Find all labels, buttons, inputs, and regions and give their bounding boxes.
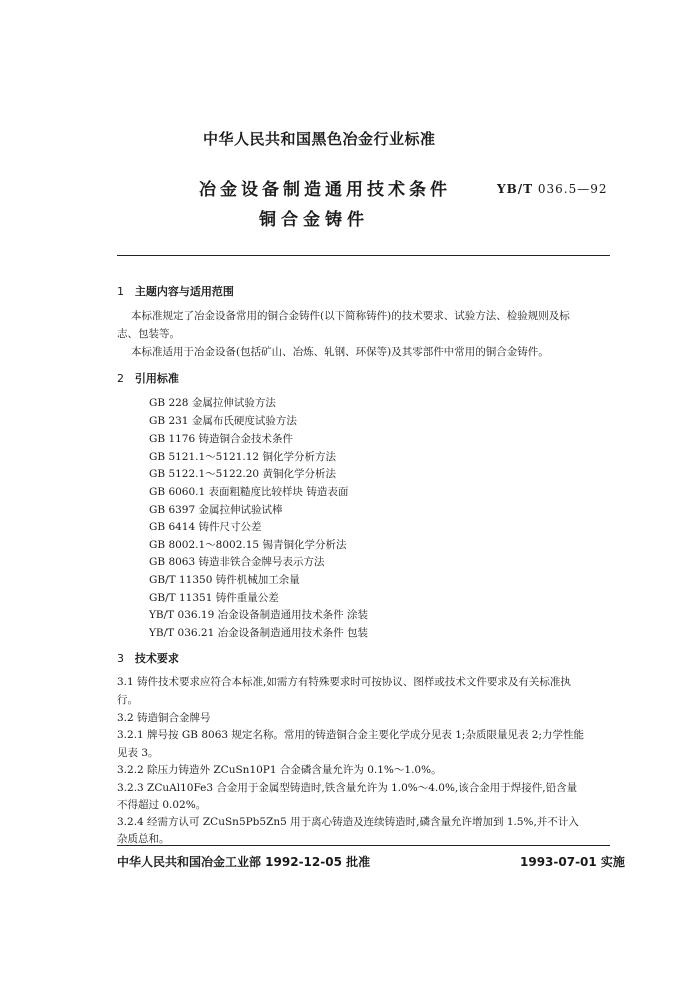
issuing-organization: 中华人民共和国黑色冶金行业标准 bbox=[203, 130, 436, 148]
section-1-para-1-line-2: 志、包装等。 bbox=[117, 328, 180, 340]
clause-3-1-line-2: 行。 bbox=[117, 694, 138, 706]
footer-divider bbox=[117, 845, 610, 846]
reference-item: GB 231 金属布氏硬度试验方法 bbox=[149, 415, 297, 427]
reference-item: GB 6397 金属拉伸试验试棒 bbox=[149, 504, 283, 516]
section-2-title: 引用标准 bbox=[134, 372, 179, 385]
section-1-heading bbox=[117, 283, 234, 299]
document-subtitle: 铜合金铸件 bbox=[259, 210, 369, 230]
reference-item: GB 1176 铸造铜合金技术条件 bbox=[149, 433, 294, 445]
reference-item: GB 6060.1 表面粗糙度比较样块 铸造表面 bbox=[149, 486, 349, 498]
section-1-title: 主题内容与适用范围 bbox=[134, 285, 234, 298]
reference-item: GB/T 11351 铸件重量公差 bbox=[149, 592, 279, 604]
reference-item: GB 8002.1～8002.15 锡青铜化学分析法 bbox=[149, 539, 347, 551]
section-1-number: 1 bbox=[117, 285, 124, 298]
clause-3-2-1-line-1: 3.2.1 牌号按 GB 8063 规定名称。常用的铸造铜合金主要化学成分见表 1;杂质限量见表 2;力学性能 bbox=[117, 729, 585, 741]
reference-item: YB/T 036.19 冶金设备制造通用技术条件 涂装 bbox=[149, 609, 368, 621]
standard-number bbox=[497, 182, 607, 196]
clause-3-2-3-line-2: 不得超过 0.02%。 bbox=[117, 799, 207, 811]
clause-3-1-line-1: 3.1 铸件技术要求应符合本标准,如需方有特殊要求时可按协议、图样或技术文件要求及有关标准执 bbox=[117, 676, 571, 688]
reference-item: GB 5122.1～5122.20 黄铜化学分析法 bbox=[149, 468, 336, 480]
clause-3-2: 3.2 铸造铜合金牌号 bbox=[117, 712, 211, 724]
section-2-heading bbox=[117, 370, 179, 386]
reference-item: GB 8063 铸造非铁合金牌号表示方法 bbox=[149, 556, 325, 568]
reference-item: GB 228 金属拉伸试验方法 bbox=[149, 397, 276, 409]
reference-item: GB/T 11350 铸件机械加工余量 bbox=[149, 574, 300, 586]
clause-3-2-1-line-2: 见表 3。 bbox=[117, 747, 159, 759]
section-2-number: 2 bbox=[117, 372, 124, 385]
approval-line: 中华人民共和国冶金工业部 1992-12-05 批准 bbox=[117, 855, 371, 869]
header-divider bbox=[117, 255, 610, 256]
reference-item: GB 6414 铸件尺寸公差 bbox=[149, 521, 262, 533]
section-3-title: 技术要求 bbox=[134, 652, 179, 665]
clause-3-2-3-line-1: 3.2.3 ZCuAl10Fe3 合金用于金属型铸造时,铁含量允许为 1.0%～4.0%,该合金用于焊接件,铅含量 bbox=[117, 782, 578, 794]
standard-number-prefix: YB/T bbox=[497, 182, 534, 196]
effective-date: 1993-07-01 实施 bbox=[520, 855, 625, 869]
document-title: 冶金设备制造通用技术条件 bbox=[199, 180, 451, 200]
section-3-heading bbox=[117, 650, 179, 666]
reference-item: YB/T 036.21 冶金设备制造通用技术条件 包装 bbox=[149, 627, 368, 639]
reference-item: GB 5121.1～5121.12 铜化学分析方法 bbox=[149, 451, 336, 463]
clause-3-2-4-line-2: 杂质总和。 bbox=[117, 833, 170, 845]
section-1-para-2: 本标准适用于冶金设备(包括矿山、冶炼、轧钢、环保等)及其零部件中常用的铜合金铸件。 bbox=[131, 346, 549, 358]
section-1-para-1-line-1: 本标准规定了冶金设备常用的铜合金铸件(以下简称铸件)的技术要求、试验方法、检验规则及标 bbox=[131, 310, 570, 322]
clause-3-2-2: 3.2.2 除压力铸造外 ZCuSn10P1 合金磷含量允许为 0.1%～1.0%。 bbox=[117, 764, 442, 776]
section-3-number: 3 bbox=[117, 652, 124, 665]
standard-number-value: 036.5—92 bbox=[537, 182, 608, 196]
clause-3-2-4-line-1: 3.2.4 经需方认可 ZCuSn5Pb5Zn5 用于离心铸造及连续铸造时,磷含量允许增加到 1.5%,并不计入 bbox=[117, 816, 579, 828]
